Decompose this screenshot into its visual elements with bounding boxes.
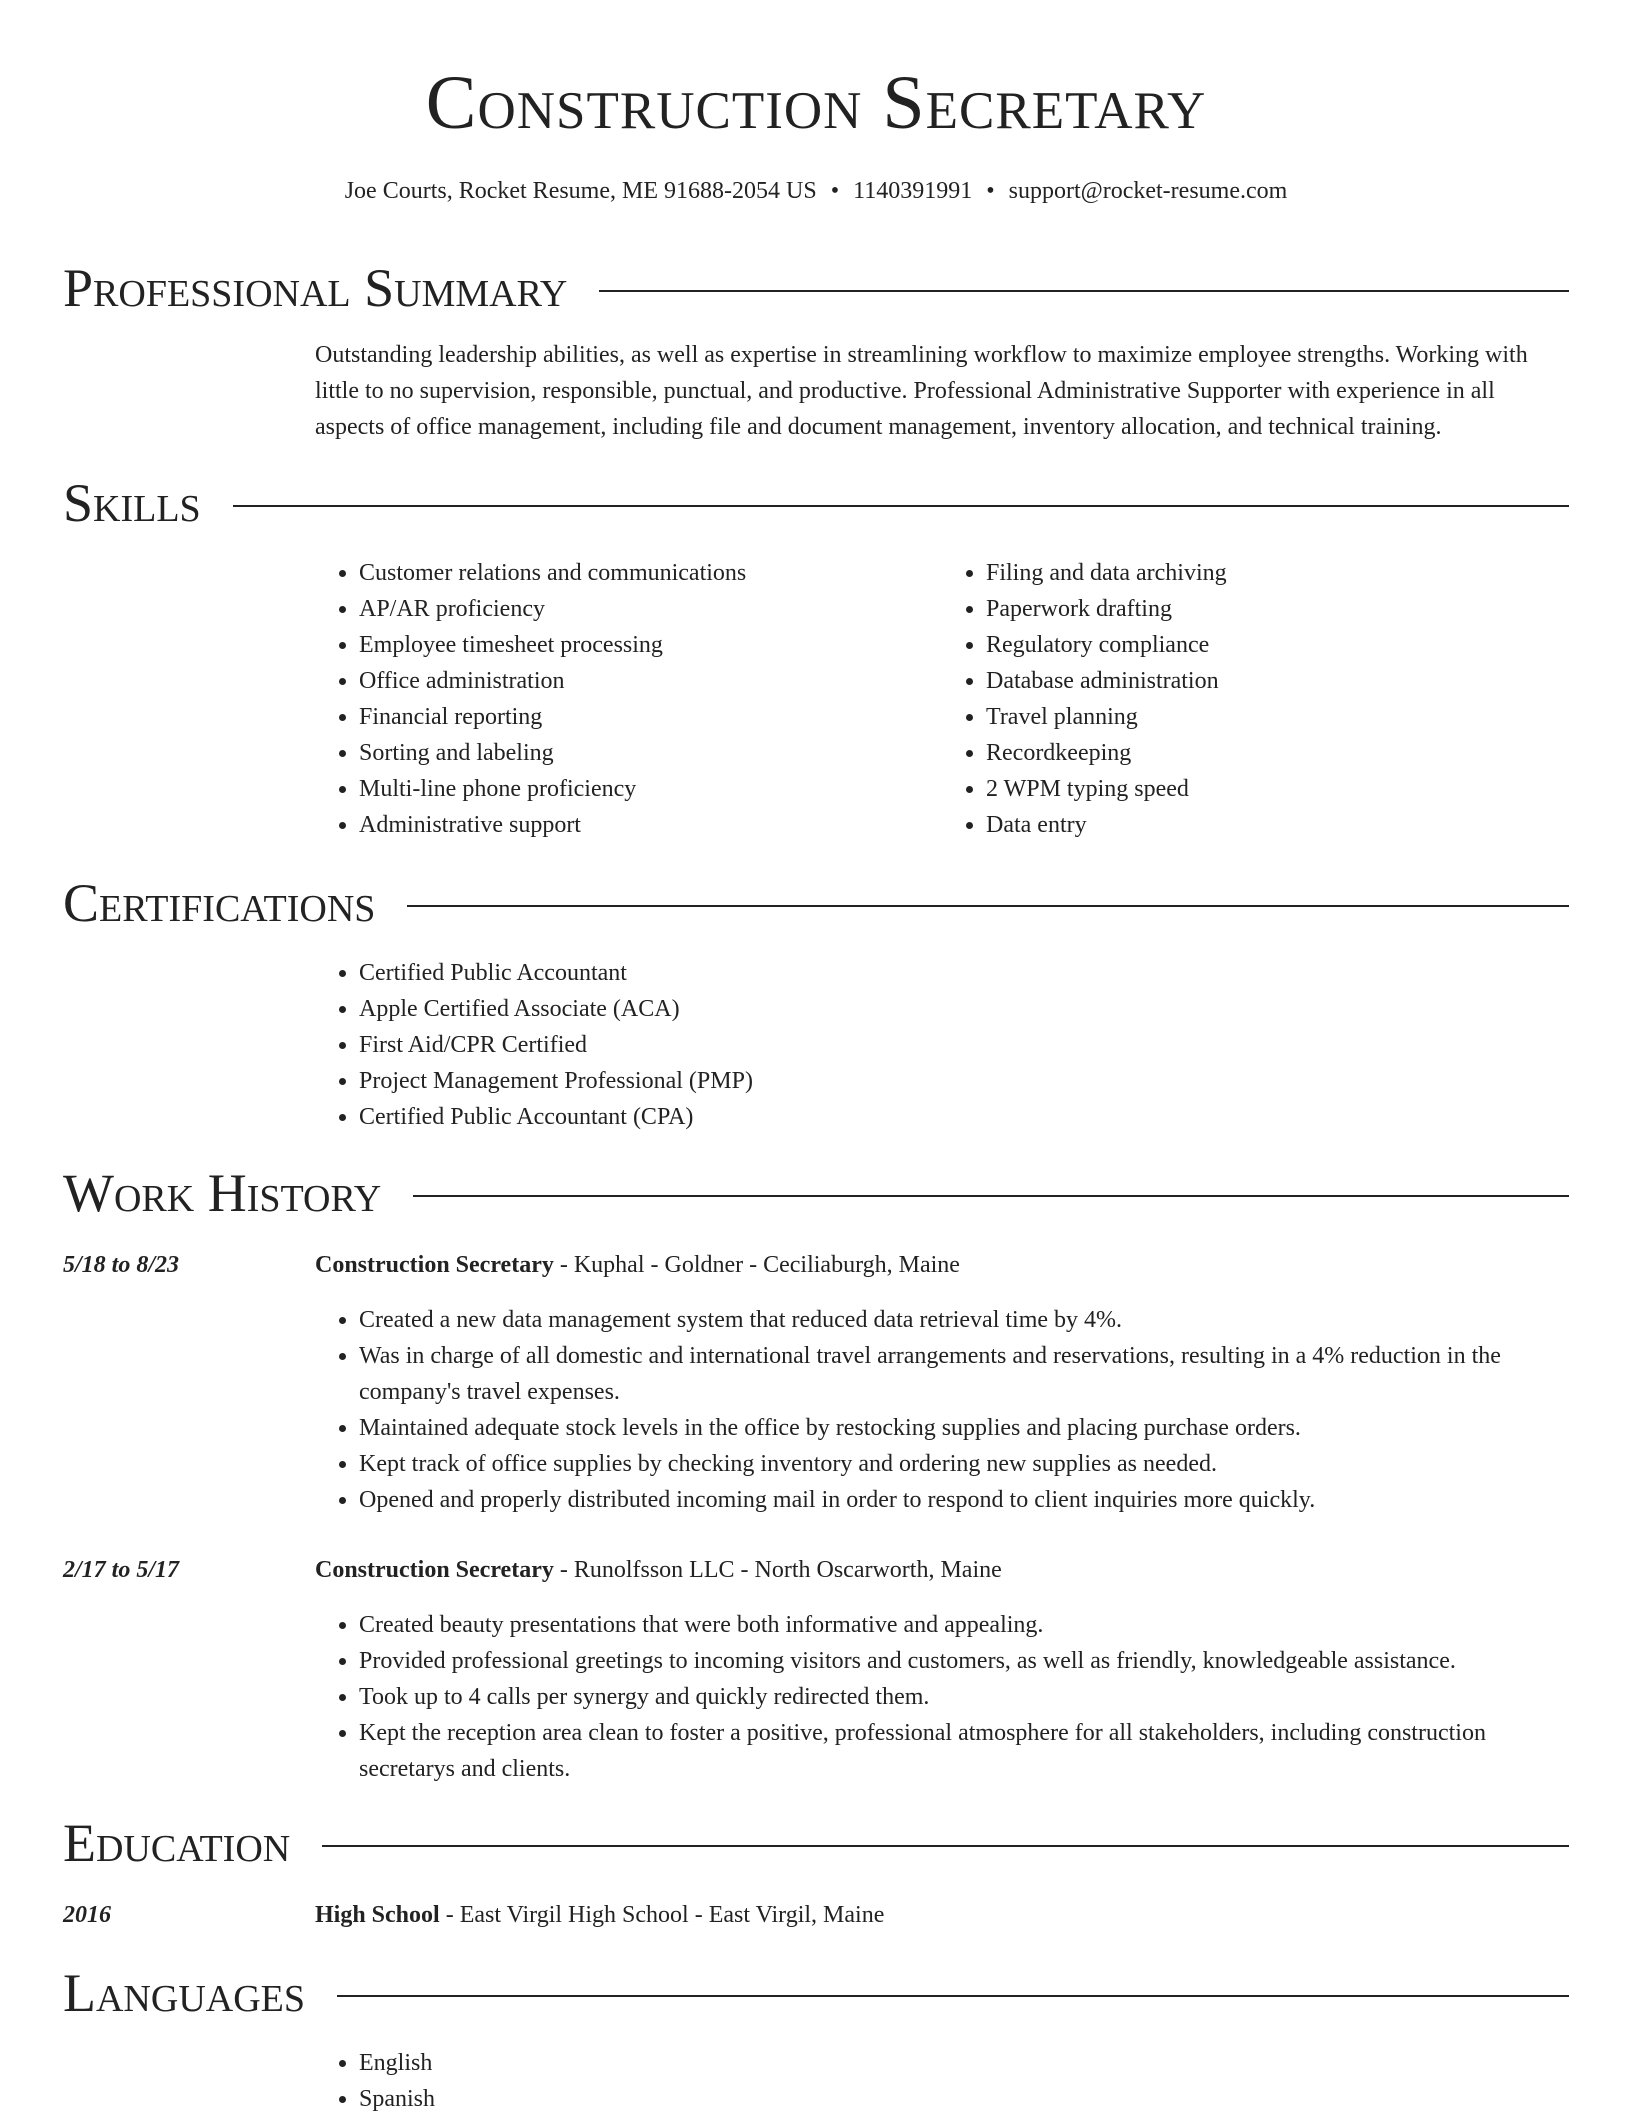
job-bullet: • Opened and properly distributed incoming mail in order to respond to client inquiries more quickly. — [359, 1482, 1569, 1518]
summary-text: Outstanding leadership abilities, as well as expertise in streamlining workflow to maximize employee strengths. Working with little to no supervision, responsible, punctual, and productive. Professional Administrative Supporter with experience in all aspects of office management, including file and document management, inventory allocation, and technical training. — [315, 342, 1528, 440]
section-divider — [233, 505, 1569, 507]
certification-item: • Project Management Professional (PMP) — [359, 1063, 1569, 1099]
language-item: • English — [359, 2045, 1569, 2081]
certification-item: • Certified Public Accountant (CPA) — [359, 1099, 1569, 1135]
job-details: - Runolfsson LLC - North Oscarworth, Maine — [553, 1557, 1002, 1583]
work-history-heading — [63, 1162, 1569, 1224]
job-bullet: • Was in charge of all domestic and international travel arrangements and reservations, resulting in a 4% reduction in the company's travel expenses. — [359, 1338, 1569, 1410]
skills-list — [315, 555, 1569, 843]
contact-separator: • — [830, 178, 840, 204]
job-dates: 2/17 to 5/17 — [63, 1557, 180, 1583]
job-heading — [315, 1552, 1569, 1588]
job-heading — [315, 1247, 1569, 1283]
languages-heading — [63, 1962, 1569, 2024]
certification-item: • First Aid/CPR Certified — [359, 1027, 1569, 1063]
certifications-heading-title: Certifications — [63, 873, 376, 933]
section-divider — [599, 290, 1569, 292]
job-bullet: • Maintained adequate stock levels in the office by restocking supplies and placing purchase orders. — [359, 1410, 1569, 1446]
skill-item: • AP/AR proficiency — [359, 591, 942, 627]
job-bullet: • Created beauty presentations that were both informative and appealing. — [359, 1607, 1569, 1643]
contact-phone: 1140391991 — [853, 178, 973, 204]
skill-item: • Financial reporting — [359, 699, 942, 735]
skill-item: • Customer relations and communications — [359, 555, 942, 591]
education-degree: High School — [315, 1902, 440, 1928]
section-divider — [337, 1995, 1569, 1997]
education-heading-title: Education — [63, 1813, 291, 1873]
language-item: • Spanish — [359, 2081, 1569, 2117]
skill-item: • Database administration — [986, 663, 1569, 699]
skills-column-left — [315, 555, 942, 843]
skill-item: • 2 WPM typing speed — [986, 771, 1569, 807]
skill-item: • Multi-line phone proficiency — [359, 771, 942, 807]
summary-text-block — [315, 337, 1569, 445]
job-details: - Kuphal - Goldner - Ceciliaburgh, Maine — [553, 1252, 960, 1278]
section-divider — [407, 905, 1569, 907]
certification-item: • Certified Public Accountant — [359, 955, 1569, 991]
contact-email: support@rocket-resume.com — [1008, 178, 1288, 204]
education-heading — [63, 1812, 1569, 1874]
resume-name: Construction Secretary — [425, 61, 1207, 145]
job-bullets — [315, 1607, 1569, 1787]
skill-item: • Travel planning — [986, 699, 1569, 735]
skill-item: • Recordkeeping — [986, 735, 1569, 771]
section-divider — [322, 1845, 1569, 1847]
summary-heading — [63, 257, 1569, 319]
job-title: Construction Secretary — [315, 1252, 554, 1278]
certification-item: • Apple Certified Associate (ACA) — [359, 991, 1569, 1027]
skill-item: • Regulatory compliance — [986, 627, 1569, 663]
languages-list — [315, 2045, 1569, 2117]
skill-item: • Employee timesheet processing — [359, 627, 942, 663]
skill-item: • Filing and data archiving — [986, 555, 1569, 591]
skill-item: • Office administration — [359, 663, 942, 699]
skills-heading — [63, 472, 1569, 534]
skill-item: • Administrative support — [359, 807, 942, 843]
contact-separator: • — [986, 178, 995, 204]
job-bullet: • Took up to 4 calls per synergy and quickly redirected them. — [359, 1679, 1569, 1715]
skill-item: • Sorting and labeling — [359, 735, 942, 771]
certifications-heading — [63, 872, 1569, 934]
summary-heading-title: Professional Summary — [63, 258, 568, 318]
skills-column-right — [942, 555, 1569, 843]
job-bullets — [315, 1302, 1569, 1518]
job-title: Construction Secretary — [315, 1557, 554, 1583]
education-entry — [315, 1897, 1569, 1933]
education-details: - East Virgil High School - East Virgil, Maine — [439, 1902, 885, 1928]
contact-line — [0, 174, 1632, 208]
job-bullet: • Created a new data management system that reduced data retrieval time by 4%. — [359, 1302, 1569, 1338]
job-bullet: • Provided professional greetings to incoming visitors and customers, as well as friendly, knowledgeable assistance. — [359, 1643, 1569, 1679]
job-dates: 5/18 to 8/23 — [63, 1252, 180, 1278]
skill-item: • Paperwork drafting — [986, 591, 1569, 627]
skills-heading-title: Skills — [63, 473, 201, 533]
education-year: 2016 — [63, 1902, 111, 1928]
skill-item: • Data entry — [986, 807, 1569, 843]
section-divider — [413, 1195, 1569, 1197]
job-bullet: • Kept track of office supplies by checking inventory and ordering new supplies as needed. — [359, 1446, 1569, 1482]
certifications-list — [315, 955, 1569, 1135]
job-bullet: • Kept the reception area clean to foster a positive, professional atmosphere for all stakeholders, including construction secretarys and clients. — [359, 1715, 1569, 1787]
work-history-heading-title: Work History — [63, 1163, 382, 1223]
contact-address: Joe Courts, Rocket Resume, ME 91688-2054 US — [344, 178, 817, 204]
languages-heading-title: Languages — [63, 1963, 305, 2023]
